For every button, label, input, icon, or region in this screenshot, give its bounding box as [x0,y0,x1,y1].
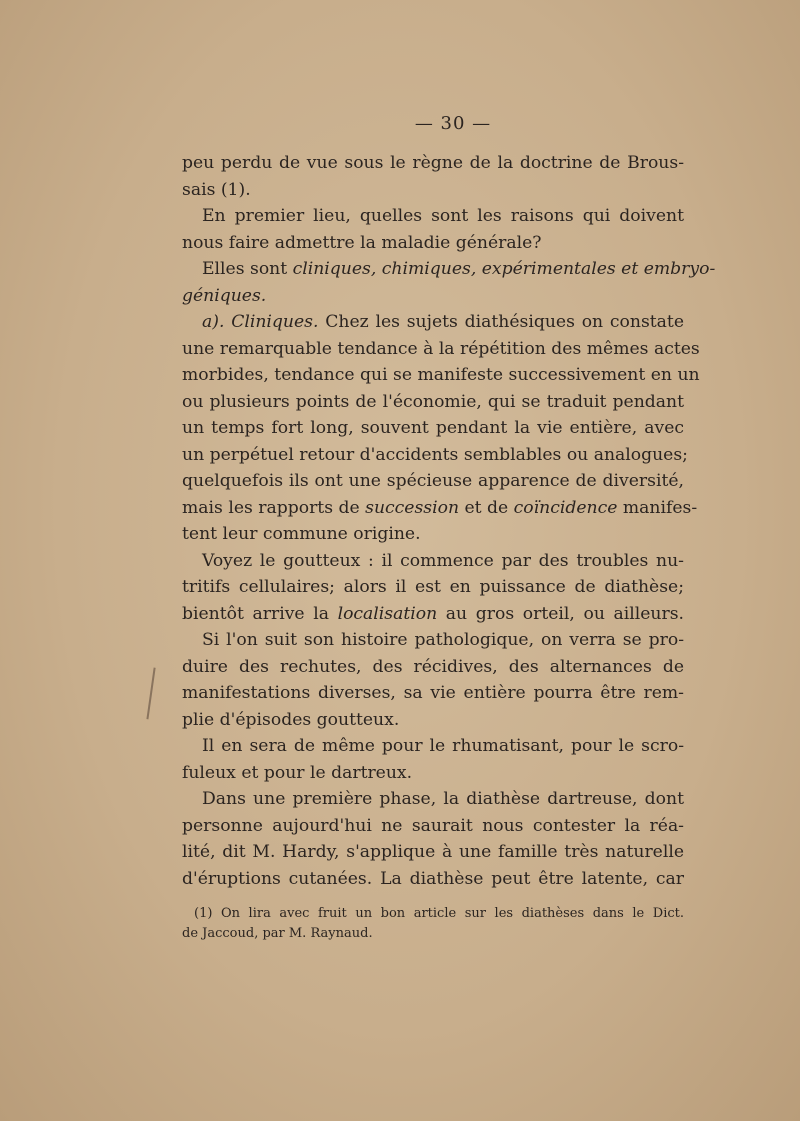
text-line: géniques. [182,285,267,306]
margin-pencil-mark [146,668,163,721]
text-line: a). Cliniques. Chez les sujets diathésiques on constate [202,312,684,332]
text-line: Voyez le goutteux : il commence par des troubles nu- [202,550,684,571]
text-line: Dans une première phase, la diathèse dartreuse, dont [202,789,684,809]
body-text [182,150,716,892]
text-line: un temps fort long, souvent pendant la vie entière, avec [182,418,684,438]
text-line: une remarquable tendance à la répétition des mêmes actes [182,338,700,359]
text-line: lité, dit M. Hardy, s'applique à une famille très naturelle [182,842,684,862]
footnote-line: (1) On lira avec fruit un bon article sur les diathèses dans le Dict. [194,906,684,921]
page-number: — 30 — [414,113,492,134]
text-line: ou plusieurs points de l'économie, qui se traduit pendant [182,391,684,412]
text-line: un perpétuel retour d'accidents semblables ou analogues; [182,444,688,465]
text-line: peu perdu de vue sous le règne de la doctrine de Brous- [182,153,684,173]
footnotes [182,904,684,944]
text-line: tent leur commune origine. [182,524,421,544]
text-line: personne aujourd'hui ne saurait nous contester la réa- [182,815,684,836]
text-column [182,112,716,944]
text-line: d'éruptions cutanées. La diathèse peut être latente, car [182,868,684,889]
footnote-line: de Jaccoud, par M. Raynaud. [182,926,373,941]
text-line: bientôt arrive la localisation au gros orteil, ou ailleurs. [182,603,684,624]
text-line: Si l'on suit son histoire pathologique, on verra se pro- [202,630,684,650]
text-line: quelquefois ils ont une spécieuse apparence de diversité, [182,471,684,491]
text-line: morbides, tendance qui se manifeste successivement en un [182,365,700,385]
text-line: mais les rapports de succession et de coïncidence manifes- [182,497,698,518]
text-line: manifestations diverses, sa vie entière pourra être rem- [182,683,684,703]
text-line: Elles sont cliniques, chimiques, expérimentales et embryo- [202,259,716,279]
text-line: nous faire admettre la maladie générale? [182,232,542,253]
text-line: plie d'épisodes goutteux. [182,709,400,730]
text-line: tritifs cellulaires; alors il est en puissance de diathèse; [182,577,684,597]
text-line: Il en sera de même pour le rhumatisant, pour le scro- [202,736,684,756]
text-line: duire des rechutes, des récidives, des alternances de [182,656,684,677]
text-line: En premier lieu, quelles sont les raisons qui doivent [202,206,684,226]
text-line: sais (1). [182,179,251,200]
text-line: fuleux et pour le dartreux. [182,762,413,783]
